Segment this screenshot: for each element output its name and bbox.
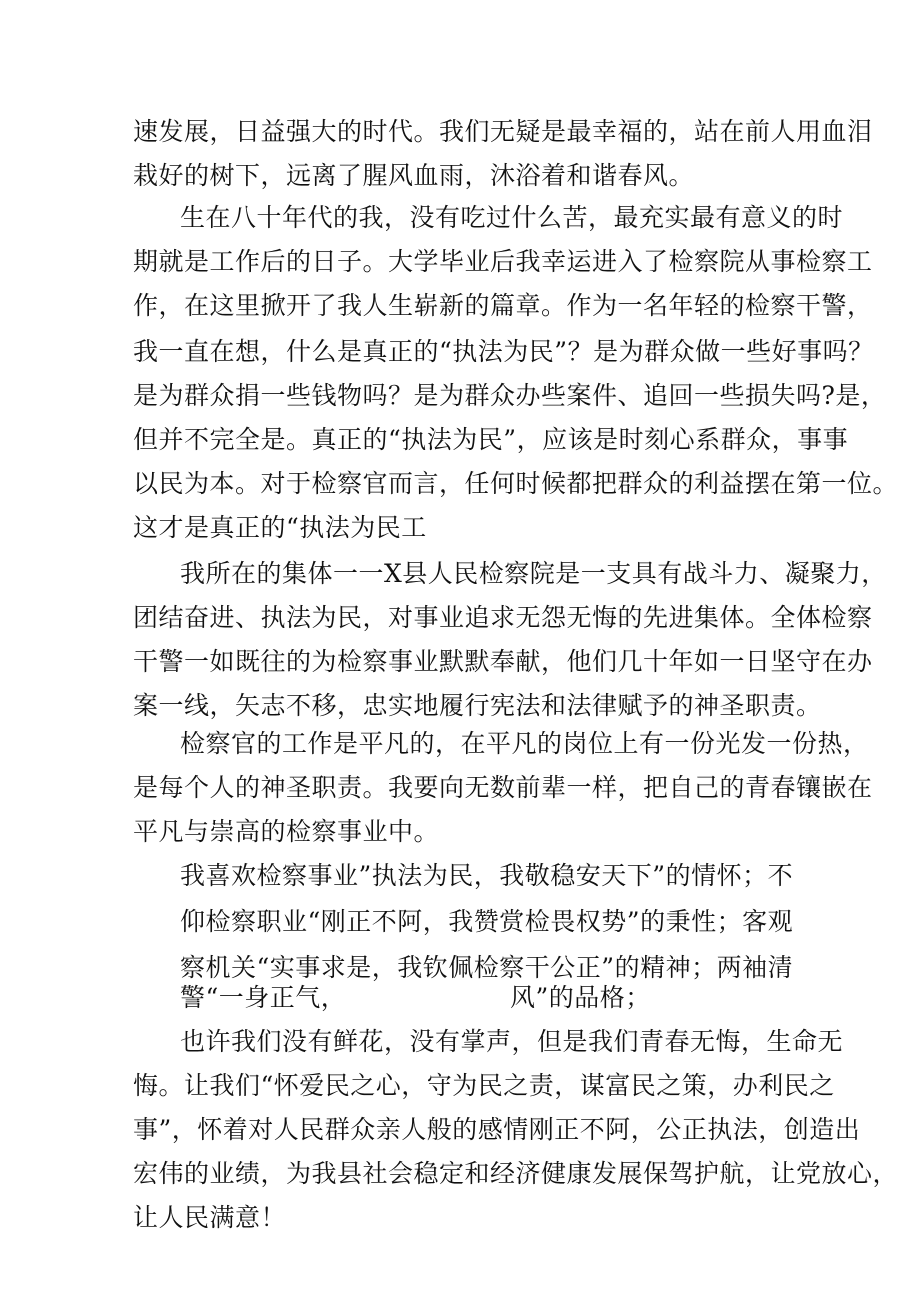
paragraph-line: 事”，怀着对人民群众亲人般的感情刚正不阿，公正执法，创造出: [133, 1115, 861, 1144]
paragraph-line: 也许我们没有鲜花，没有掌声，但是我们青春无悔，生命无: [180, 1027, 844, 1056]
verse-line: 仰检察职业“刚正不阿，我赞赏检畏权势”的秉性；客观: [180, 907, 794, 936]
paragraph-line: 案一线，矢志不移，忠实地履行宪法和法律赋予的神圣职责。: [133, 691, 822, 720]
paragraph-line: 平凡与崇高的检察事业中。: [133, 817, 440, 846]
paragraph-line: 作，在这里掀开了我人生崭新的篇章。作为一名年轻的检察干警，: [133, 291, 873, 320]
paragraph-line: 检察官的工作是平凡的，在平凡的岗位上有一份光发一份热，: [180, 729, 869, 758]
paragraph-line: 我所在的集体一一X县人民检察院是一支具有战斗力、凝聚力，: [180, 559, 887, 588]
paragraph-line: 干警一如既往的为检察事业默默奉献，他们几十年如一日坚守在办: [133, 647, 873, 676]
paragraph-line: 但并不完全是。真正的“执法为民”，应该是时刻心系群众，事事: [133, 425, 849, 454]
paragraph-line: 栽好的树下，远离了腥风血雨，沐浴着和谐春风。: [133, 161, 695, 190]
verse-line: 警“一身正气，: [180, 983, 347, 1012]
paragraph-line: 速发展，日益强大的时代。我们无疑是最幸福的，站在前人用血泪: [133, 117, 873, 146]
paragraph-line: 让人民满意！: [133, 1203, 287, 1232]
paragraph-line: 生在八十年代的我，没有吃过什么苦，最充实最有意义的时: [180, 203, 844, 232]
paragraph-line: 以民为本。对于检察官而言，任何时候都把群众的利益摆在第一位。: [133, 469, 899, 498]
paragraph-line: 是每个人的神圣职责。我要向无数前辈一样，把自己的青春镶嵌在: [133, 773, 873, 802]
paragraph-line: 我一直在想，什么是真正的“执法为民”？是为群众做一些好事吗？: [133, 337, 874, 366]
paragraph-line: 是为群众捐一些钱物吗？是为群众办些案件、追回一些损失吗?是，: [133, 381, 887, 410]
paragraph-line: 这才是真正的“执法为民工: [133, 513, 427, 542]
paragraph-line: 悔。让我们“怀爱民之心，守为民之责，谋富民之策，办利民之: [133, 1071, 835, 1100]
verse-line: 察机关“实事求是，我钦佩检察干公正”的精神；两袖清: [180, 953, 794, 982]
paragraph-line: 团结奋进、执法为民，对事业追求无怨无悔的先进集体。全体检察: [133, 603, 873, 632]
verse-line: 风”的品格；: [510, 983, 651, 1012]
paragraph-line: 宏伟的业绩，为我县社会稳定和经济健康发展保驾护航，让党放心，: [133, 1159, 899, 1188]
verse-line: 我喜欢检察事业”执法为民，我敬稳安天下”的情怀；不: [180, 861, 794, 890]
paragraph-line: 期就是工作后的日子。大学毕业后我幸运进入了检察院从事检察工: [133, 247, 873, 276]
